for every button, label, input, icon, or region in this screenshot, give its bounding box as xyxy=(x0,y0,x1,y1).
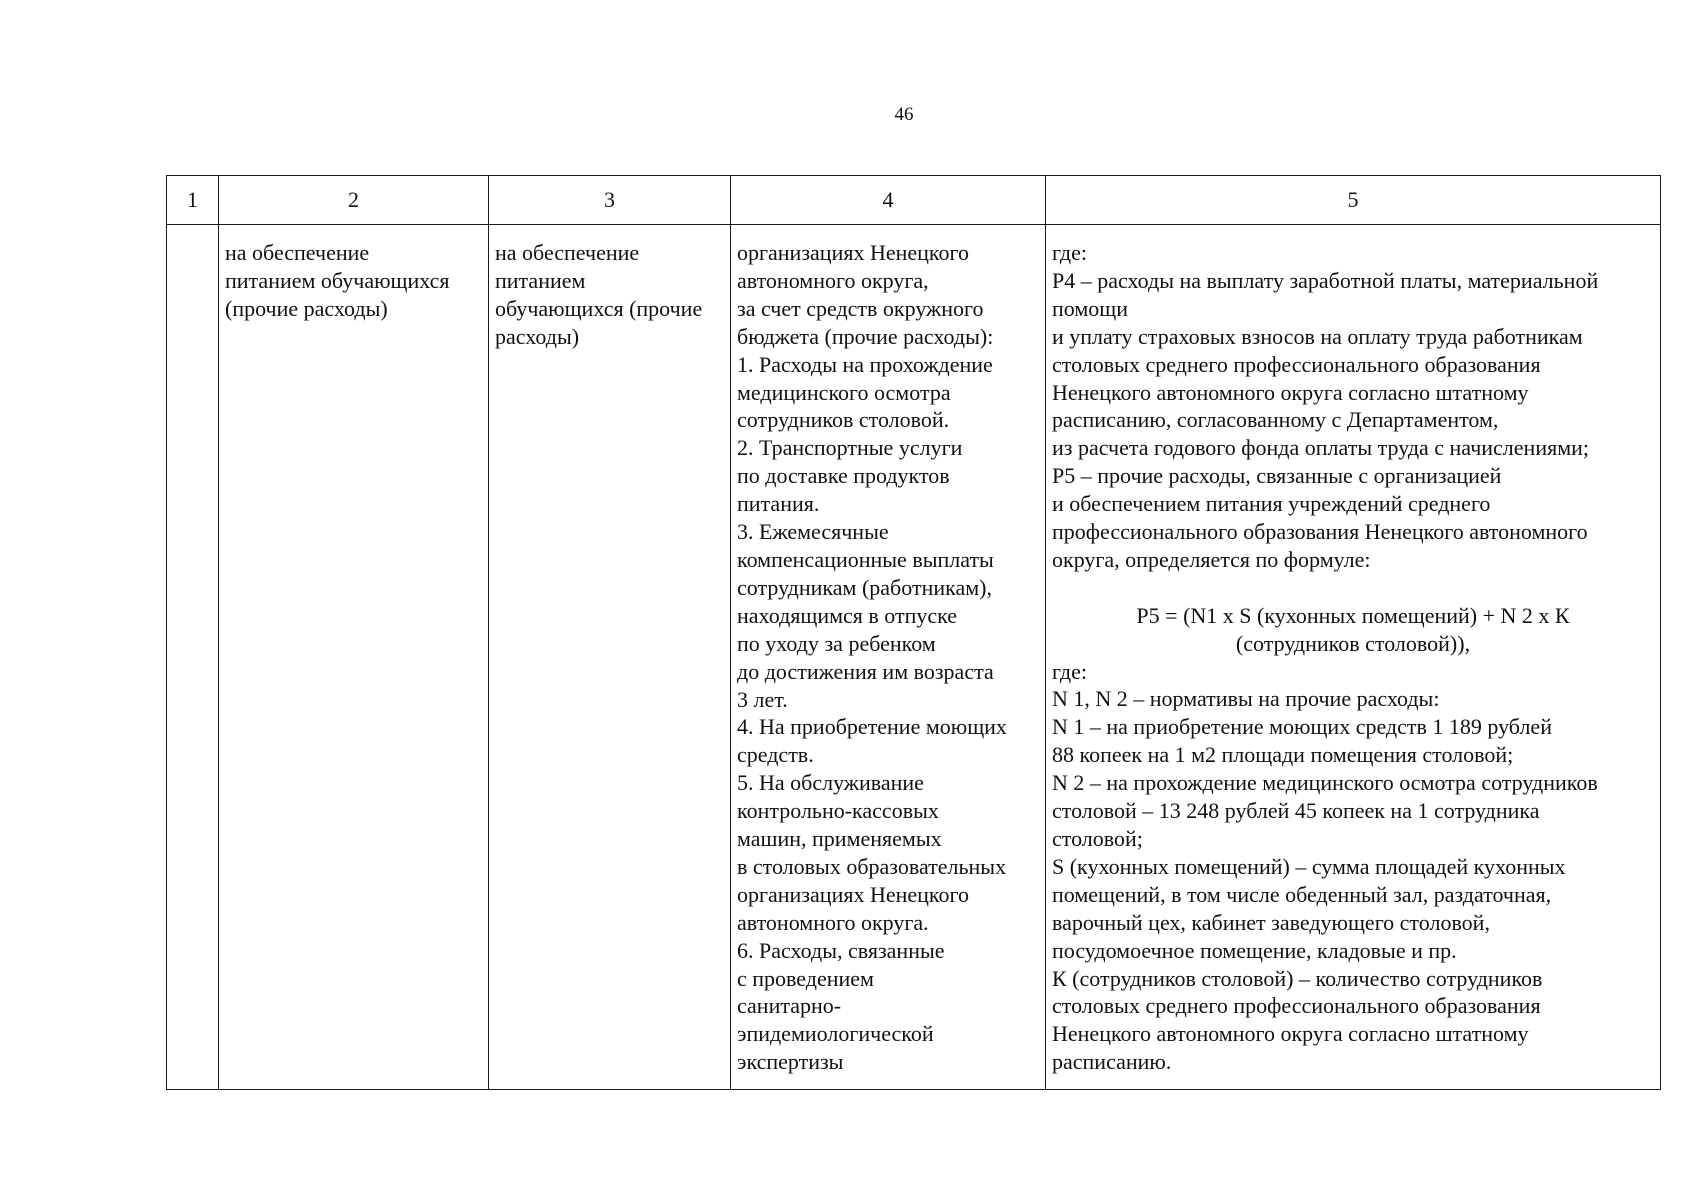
cell-text-line: N 1, N 2 – нормативы на прочие расходы: xyxy=(1052,686,1440,712)
cell-text-line: 88 копеек на 1 м2 площади помещения столовой; xyxy=(1052,742,1514,768)
cell-text-line: организациях Ненецкого xyxy=(737,881,969,907)
cell-text-line: сотрудникам (работникам), xyxy=(737,574,992,600)
header-row xyxy=(167,176,1661,225)
cell-text-line: из расчета годового фонда оплаты труда с начислениями; xyxy=(1052,435,1590,461)
cell-text-line: по уходу за ребенком xyxy=(737,630,936,656)
cell-col-1 xyxy=(167,225,219,1090)
cell-text-line: S (кухонных помещений) – сумма площадей кухонных xyxy=(1052,853,1566,879)
header-col-4: 4 xyxy=(731,176,1046,225)
cell-text-line: и уплату страховых взносов на оплату труда работникам xyxy=(1052,323,1583,349)
cell-col-4 xyxy=(731,225,1046,1090)
cell-text-line: столовых среднего профессионального образования xyxy=(1052,351,1541,377)
cell-text-line: 3. Ежемесячные xyxy=(737,519,889,545)
cell-text-line: К (сотрудников столовой) – количество сотрудников xyxy=(1052,965,1543,991)
header-col-3: 3 xyxy=(489,176,731,225)
cell-text-line: где: xyxy=(1052,658,1087,684)
cell-text-line: расписанию, согласованному с Департаментом, xyxy=(1052,407,1499,433)
header-col-2: 2 xyxy=(219,176,489,225)
cell-text-line: расписанию. xyxy=(1052,1049,1172,1075)
cell-text-line: питанием обучающихся xyxy=(225,267,450,293)
cell-text-line: N 1 – на приобретение моющих средств 1 189 рублей xyxy=(1052,714,1552,740)
cell-text-line: на обеспечение xyxy=(495,240,640,265)
cell-text-line: питания. xyxy=(737,491,820,517)
cell-text-line: до достижения им возраста xyxy=(737,658,994,684)
formula-line: (сотрудников столовой)), xyxy=(1235,630,1471,656)
cell-text-line: помещений, в том числе обеденный зал, раздаточная, xyxy=(1052,881,1552,907)
cell-col-2 xyxy=(219,225,489,1090)
cell-text-line: Ненецкого автономного округа согласно штатному xyxy=(1052,1021,1529,1047)
cell-text-line: компенсационные выплаты xyxy=(737,546,994,572)
cell-text-line: 5. На обслуживание xyxy=(737,770,924,796)
cell-text-line: посудомоечное помещение, кладовые и пр. xyxy=(1052,937,1457,963)
table-row xyxy=(167,225,1661,1090)
cell-text-line: (прочие расходы) xyxy=(225,295,388,321)
cell-col-3 xyxy=(489,225,731,1090)
cell-text-line: медицинского осмотра xyxy=(737,379,951,405)
cell-text-line: Ненецкого автономного округа согласно штатному xyxy=(1052,379,1529,405)
cell-text-line: 1. Расходы на прохождение xyxy=(737,351,993,377)
cell-text-line: контрольно-кассовых xyxy=(737,798,939,824)
cell-text-line: питанием xyxy=(495,267,586,293)
budget-table xyxy=(166,175,1661,1090)
cell-text-line: автономного округа, xyxy=(737,267,929,293)
cell-text-line: профессионального образования Ненецкого автономного xyxy=(1052,519,1588,545)
cell-text-line: средств. xyxy=(737,742,814,768)
cell-text-line: 6. Расходы, связанные xyxy=(737,937,945,963)
cell-text-line: и обеспечением питания учреждений среднего xyxy=(1052,491,1491,517)
cell-text-line: машин, применяемых xyxy=(737,826,942,852)
cell-text-line: столовых среднего профессионального образования xyxy=(1052,993,1541,1019)
cell-text-line: столовой; xyxy=(1052,826,1143,852)
cell-text-line: округа, определяется по формуле: xyxy=(1052,546,1371,572)
cell-text-line: N 2 – на прохождение медицинского осмотра сотрудников xyxy=(1052,770,1598,796)
cell-text-line: варочный цех, кабинет заведующего столовой, xyxy=(1052,909,1490,935)
cell-text-line: по доставке продуктов xyxy=(737,463,950,489)
cell-text-line: обучающихся (прочие xyxy=(495,295,703,321)
cell-text-line: санитарно- xyxy=(737,993,842,1019)
cell-text-line: автономного округа. xyxy=(737,909,929,935)
cell-col-5 xyxy=(1046,225,1661,1090)
cell-text-line: сотрудников столовой. xyxy=(737,407,950,433)
cell-text-line: Р4 – расходы на выплату заработной платы, материальной xyxy=(1052,267,1599,293)
cell-text-line: в столовых образовательных xyxy=(737,853,1007,879)
cell-text-line: находящимся в отпуске xyxy=(737,602,958,628)
cell-text-line: 2. Транспортные услуги xyxy=(737,435,963,461)
header-col-5: 5 xyxy=(1046,176,1661,225)
cell-text-line: организациях Ненецкого xyxy=(737,240,969,265)
cell-text-line: расходы) xyxy=(495,323,580,349)
cell-text-line: 3 лет. xyxy=(737,686,788,712)
cell-text-line: с проведением xyxy=(737,965,874,991)
cell-text-line: где: xyxy=(1052,240,1087,265)
cell-text-line: за счет средств окружного xyxy=(737,295,984,321)
cell-text-line: на обеспечение xyxy=(225,240,370,265)
cell-text-line: Р5 – прочие расходы, связанные с организацией xyxy=(1052,463,1502,489)
cell-text-line: 4. На приобретение моющих xyxy=(737,714,1007,740)
page-number: 46 xyxy=(894,104,914,125)
cell-text-line: помощи xyxy=(1052,295,1128,321)
cell-text-line: бюджета (прочие расходы): xyxy=(737,323,994,349)
header-col-1: 1 xyxy=(167,176,219,225)
cell-text-line: эпидемиологической xyxy=(737,1021,934,1047)
cell-text-line: экспертизы xyxy=(737,1049,844,1075)
cell-text-line: столовой – 13 248 рублей 45 копеек на 1 сотрудника xyxy=(1052,798,1540,824)
formula-line: Р5 = (N1 x S (кухонных помещений) + N 2 x К xyxy=(1136,602,1570,628)
